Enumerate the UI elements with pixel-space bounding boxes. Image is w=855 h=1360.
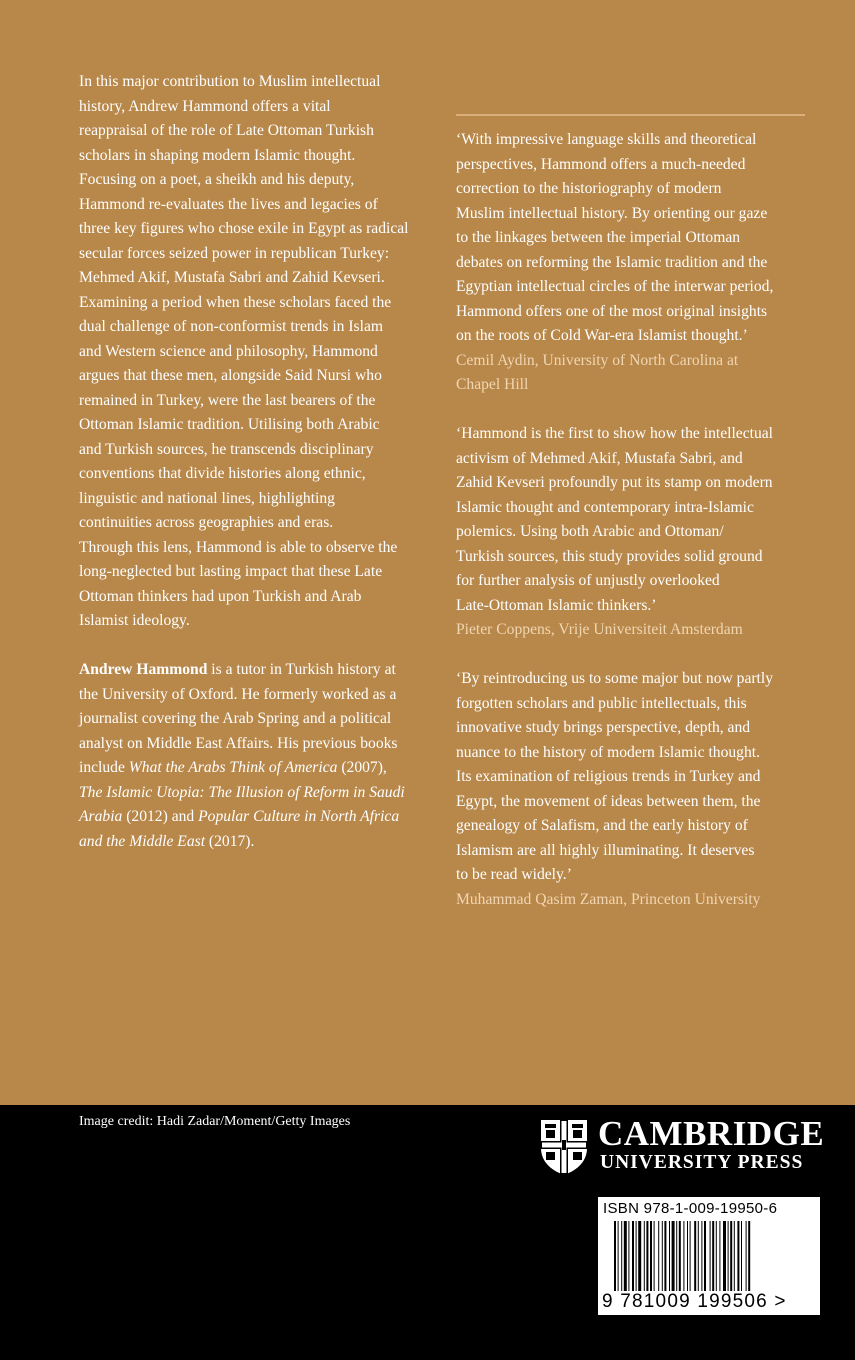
endorsement-text xyxy=(456,667,811,888)
barcode-bar xyxy=(614,1221,616,1291)
publisher-subtitle: UNIVERSITY PRESS xyxy=(600,1152,804,1173)
quote-line: correction to the historiography of modern xyxy=(456,180,722,197)
barcode-bar xyxy=(628,1221,629,1291)
blurb xyxy=(79,70,439,634)
blurb-line: secular forces seized power in republican Turkey: xyxy=(79,244,390,262)
barcode-bar xyxy=(690,1221,691,1291)
barcode-bar xyxy=(624,1221,627,1291)
blurb-line: Ottoman Islamic tradition. Utilising both Arabic xyxy=(79,416,380,433)
quote-line: Egyptian intellectual circles of the interwar period, xyxy=(456,278,774,295)
blurb-line: continuities across geographies and eras. xyxy=(79,514,334,531)
barcode-bar xyxy=(716,1221,717,1291)
blurb-line: dual challenge of non-conformist trends in Islam xyxy=(79,318,383,335)
book-title: The Islamic Utopia: The Illusion of Reform in Saudi xyxy=(79,783,405,801)
bio-text: include xyxy=(79,759,129,776)
attribution-line: Muhammad Qasim Zaman, Princeton University xyxy=(456,890,761,908)
bio-text: analyst on Middle East Affairs. His previous books xyxy=(79,734,398,752)
blurb-line: Through this lens, Hammond is able to observe the xyxy=(79,538,398,556)
barcode-bar xyxy=(646,1221,648,1291)
blurb-line: conventions that divide histories along ethnic, xyxy=(79,465,366,482)
quote-line: polemics. Using both Arabic and Ottoman/ xyxy=(456,523,724,540)
barcode-bar xyxy=(728,1221,729,1291)
divider-rule xyxy=(456,114,805,116)
isbn-barcode xyxy=(598,1197,820,1315)
book-title: and the Middle East xyxy=(79,832,206,850)
quote-line: to be read widely.’ xyxy=(456,866,572,883)
bio-text: (2017). xyxy=(205,832,255,850)
quote-line: Late-Ottoman Islamic thinkers.’ xyxy=(456,596,657,614)
barcode-bar xyxy=(710,1221,711,1291)
blurb-line: Islamist ideology. xyxy=(79,612,190,629)
barcode-bar xyxy=(658,1221,659,1291)
book-title: What the Arabs Think of America xyxy=(128,759,338,776)
quote-line: Islamism are all highly illuminating. It deserves xyxy=(456,841,755,859)
endorsement-text xyxy=(456,128,811,349)
quote-line: genealogy of Salafism, and the early history of xyxy=(456,817,748,834)
barcode-bar xyxy=(683,1221,684,1291)
barcode-bar xyxy=(734,1221,735,1291)
isbn-label: ISBN 978-1-009-19950-6 xyxy=(603,1200,778,1217)
blurb-line: and Western science and philosophy, Hammond xyxy=(79,342,378,360)
barcode-bar xyxy=(638,1221,641,1291)
quote-line: Zahid Kevseri profoundly put its stamp on modern xyxy=(456,474,773,491)
quote-line: Egypt, the movement of ideas between them, the xyxy=(456,792,761,810)
quote-line: Its examination of religious trends in Turkey and xyxy=(456,768,761,785)
barcode-bar xyxy=(621,1221,622,1291)
barcode-bar xyxy=(644,1221,645,1291)
quote-line: for further analysis of unjustly overlooked xyxy=(456,572,720,589)
image-credit: Image credit: Hadi Zadar/Moment/Getty Images xyxy=(79,1114,351,1129)
publisher-name: CAMBRIDGE xyxy=(598,1114,825,1153)
barcode-bar xyxy=(672,1221,675,1291)
attribution-line: Cemil Aydin, University of North Carolina at xyxy=(456,351,739,369)
quote-line: innovative study brings perspective, depth, and xyxy=(456,719,751,736)
attribution-line: Pieter Coppens, Vrije Universiteit Amsterdam xyxy=(456,621,743,638)
barcode-bar xyxy=(632,1221,634,1291)
blurb-column xyxy=(79,70,439,854)
barcode-bar xyxy=(650,1221,652,1291)
blurb-line: three key figures who chose exile in Egypt as radical xyxy=(79,220,409,237)
quote-line: to the linkages between the imperial Ottoman xyxy=(456,229,741,246)
barcode-bar xyxy=(704,1221,706,1291)
attribution-line: Chapel Hill xyxy=(456,376,529,393)
barcode-digits: 9 781009 199506 > xyxy=(602,1291,787,1312)
blurb-line: argues that these men, alongside Said Nursi who xyxy=(79,367,382,384)
barcode-bar xyxy=(712,1221,714,1291)
cambridge-shield-icon xyxy=(539,1118,589,1176)
blurb-line: reappraisal of the role of Late Ottoman Turkish xyxy=(79,122,374,139)
barcode-bar xyxy=(676,1221,677,1291)
barcode-bar xyxy=(730,1221,732,1291)
barcode-bar xyxy=(741,1221,742,1291)
book-title: Popular Culture in North Africa xyxy=(198,808,400,825)
bio-text: is a tutor in Turkish history at xyxy=(207,661,396,678)
quote-line: Muslim intellectual history. By orienting our gaze xyxy=(456,204,768,222)
book-title: Arabia xyxy=(79,808,123,825)
endorsement xyxy=(456,128,811,398)
barcode-bar xyxy=(679,1221,681,1291)
quote-line: forgotten scholars and public intellectuals, this xyxy=(456,694,747,712)
barcode-bar xyxy=(654,1221,655,1291)
barcode-bar xyxy=(664,1221,666,1291)
blurb-line: and Turkish sources, he transcends disciplinary xyxy=(79,440,374,458)
bio-text: the University of Oxford. He formerly worked as a xyxy=(79,685,397,703)
barcode-bar xyxy=(636,1221,637,1291)
quote-line: perspectives, Hammond offers a much-needed xyxy=(456,155,746,173)
barcode-bar xyxy=(687,1221,688,1291)
quote-line: on the roots of Cold War-era Islamist thought.’ xyxy=(456,327,748,344)
barcode-bar xyxy=(746,1221,747,1291)
barcode-bar xyxy=(698,1221,699,1291)
blurb-line: history, Andrew Hammond offers a vital xyxy=(79,97,331,115)
blurb-line: scholars in shaping modern Islamic thought. xyxy=(79,146,356,164)
barcode-bar xyxy=(669,1221,670,1291)
blurb-line: remained in Turkey, were the last bearers of the xyxy=(79,391,376,409)
quote-line: ‘By reintroducing us to some major but now partly xyxy=(456,670,774,687)
blurb-line: Ottoman thinkers had upon Turkish and Arab xyxy=(79,587,362,605)
author-bio xyxy=(79,658,439,854)
blurb-line: In this major contribution to Muslim intellectual xyxy=(79,73,381,90)
blurb-line: Focusing on a poet, a sheikh and his deputy, xyxy=(79,171,355,188)
endorsement-text xyxy=(456,422,811,618)
blurb-line: Mehmed Akif, Mustafa Sabri and Zahid Kevseri. xyxy=(79,269,385,286)
quote-line: Turkish sources, this study provides solid ground xyxy=(456,547,763,565)
endorsement-attribution xyxy=(456,349,811,398)
quote-line: activism of Mehmed Akif, Mustafa Sabri, and xyxy=(456,449,743,467)
barcode-bar xyxy=(737,1221,739,1291)
quote-line: Islamic thought and contemporary intra-Islamic xyxy=(456,498,754,516)
blurb-line: Hammond re-evaluates the lives and legacies of xyxy=(79,195,378,213)
quote-line: ‘With impressive language skills and theoretical xyxy=(456,131,757,148)
barcode-bar xyxy=(719,1221,720,1291)
barcode-bar xyxy=(723,1221,726,1291)
quote-line: debates on reforming the Islamic tradition and the xyxy=(456,253,768,271)
bio-text: (2007), xyxy=(337,759,387,776)
barcode-bar xyxy=(662,1221,663,1291)
blurb-line: long-neglected but lasting impact that these Late xyxy=(79,563,383,580)
endorsement xyxy=(456,422,811,643)
endorsements-column xyxy=(456,128,811,937)
barcode-bar xyxy=(701,1221,702,1291)
endorsement-attribution xyxy=(456,618,811,643)
barcode-bar xyxy=(618,1221,619,1291)
barcode-bar xyxy=(748,1221,750,1291)
endorsement-attribution xyxy=(456,888,811,913)
blurb-line: linguistic and national lines, highlighting xyxy=(79,489,335,507)
quote-line: Hammond offers one of the most original insights xyxy=(456,302,768,320)
blurb-line: Examining a period when these scholars faced the xyxy=(79,293,392,311)
quote-line: nuance to the history of modern Islamic thought. xyxy=(456,743,761,761)
barcode-bar xyxy=(694,1221,696,1291)
bio-text: (2012) and xyxy=(122,808,199,825)
quote-line: ‘Hammond is the first to show how the intellectual xyxy=(456,425,774,442)
bio-text: journalist covering the Arab Spring and a political xyxy=(79,710,392,727)
endorsement xyxy=(456,667,811,912)
author-name: Andrew Hammond xyxy=(79,661,208,678)
